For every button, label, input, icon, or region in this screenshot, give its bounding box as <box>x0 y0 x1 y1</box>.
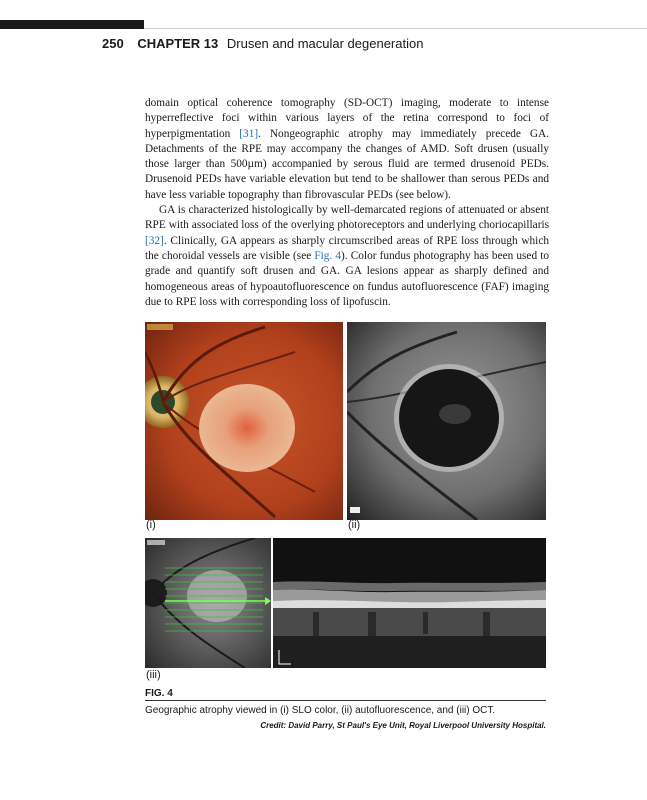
paragraph-2 <box>145 203 549 310</box>
figure-credit: Credit: David Parry, St Paul's Eye Unit, Royal Liverpool University Hospital. <box>260 721 546 730</box>
text-run: ). Color fundus photography has been used to grade and quantify soft drusen and GA. GA lesions appear as sharply defined and homogeneous areas of hypoautofluorescence on fundus autofluorescence (FAF) imaging due to RPE loss with corresponding loss of lipofuscin. <box>145 249 550 308</box>
chapter-title: Drusen and macular degeneration <box>226 36 424 51</box>
panel-label-i: (i) <box>146 519 156 531</box>
citation-link-31[interactable]: [31] <box>239 127 259 140</box>
oct-bscan-image <box>273 538 546 668</box>
text-run: domain optical coherence tomography (SD-OCT) imaging, moderate to intense hyperreflective foci within various layers of the retina correspond to foci of hyperpigmentation <box>145 97 549 140</box>
autofluorescence-image <box>347 322 546 520</box>
citation-link-32[interactable]: [32] <box>145 234 164 247</box>
chapter-number: CHAPTER 13 <box>137 36 219 51</box>
top-rule <box>144 28 647 29</box>
top-bar <box>0 20 144 29</box>
panel-label-ii: (ii) <box>348 519 361 531</box>
infrared-reference-image <box>145 538 271 668</box>
figure-label: FIG. 4 <box>145 688 173 699</box>
text-run: GA is characterized histologically by well-demarcated regions of attenuated or absent RPE with associated loss of the overlying photoreceptors and underlying choriocapillaris <box>145 204 549 232</box>
figure-link[interactable]: Fig. 4 <box>314 249 342 262</box>
figure-caption: Geographic atrophy viewed in (i) SLO color, (ii) autofluorescence, and (iii) OCT. <box>145 705 496 716</box>
text-run: . Nongeographic atrophy may immediately precede GA. Detachments of the RPE may accompany the changes of AMD. Soft drusen (usually those larger than 500µm) accompanied by serous fluid are termed drusenoid PEDs. Drusenoid PEDs have variable elevation but tend to be shallower than serous PEDs and have less variable topography than fibrovascular PEDs (see below). <box>145 127 549 201</box>
panel-label-iii: (iii) <box>146 669 161 681</box>
body-text <box>145 96 549 310</box>
running-header <box>102 36 423 51</box>
slo-color-image <box>145 322 343 520</box>
paragraph-1 <box>145 96 549 203</box>
caption-rule <box>145 700 546 701</box>
text-run: . Clinically, GA appears as sharply circumscribed areas of RPE loss through which the choroidal vessels are visible (see <box>145 234 549 262</box>
page-number: 250 <box>102 36 124 51</box>
